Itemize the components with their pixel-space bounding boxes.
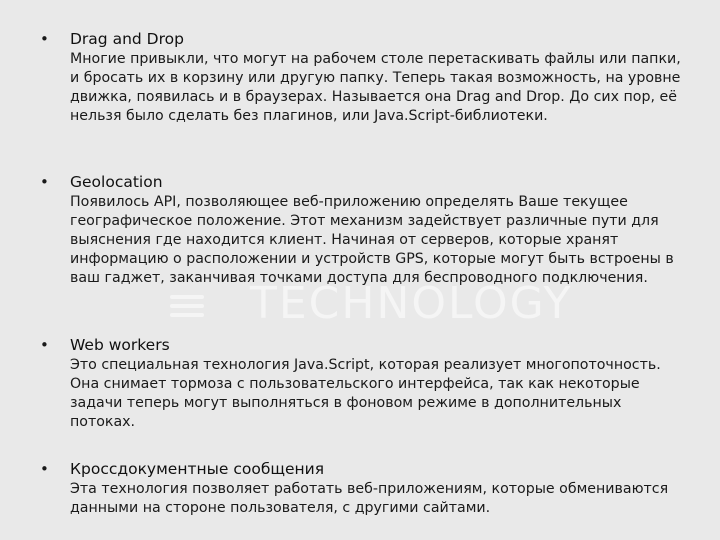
item-title: Web workers [70, 336, 170, 354]
item-title: Geolocation [70, 173, 163, 191]
item-body: Появилось API, позволяющее веб-приложению определять Ваше текущее географическое положение. Этот механизм задействует различные пути для выяснения где находится клиент. Начиная от серверов, которые хранят информацию о расположении и устройств GPS, которые могут быть встроены в ваш гаджет, заканчивая точками доступа для беспроводного подключения. [70, 194, 674, 286]
item-body-text: Многие привыкли, что могут на рабочем столе перетаскивать файлы или папки, и бросать их в корзину или другую папку. Теперь такая возможность, на уровне движка, появилась и в браузерах. Называется она [70, 51, 681, 105]
item-body [70, 50, 685, 126]
item-title: Кроссдокументные сообщения [70, 460, 325, 478]
item-body: Эта технология позволяет работать веб-приложениям, которые обмениваются данными на стороне пользователя, с другими сайтами. [70, 481, 669, 516]
watermark-logo-icon [170, 290, 204, 322]
item-body-text-end: . До сих пор, её нельзя было сделать без плагинов, или Java.Script-библиотеки. [70, 89, 677, 124]
item-body-highlight: Drag and Drop [455, 89, 561, 105]
item-title: Drag and Drop [70, 30, 184, 48]
item-body: Это специальная технология Java.Script, которая реализует многопоточность. Она снимает тормоза с пользовательского интерфейса, так как некоторые задачи теперь могут выполняться в фоновом режиме в дополнительных потоках. [70, 357, 661, 430]
bullet-icon: • [40, 460, 49, 478]
bullet-icon: • [40, 30, 49, 48]
bullet-icon: • [40, 173, 49, 191]
watermark-text: TECHNOLOGY [250, 278, 573, 329]
bullet-icon: • [40, 336, 49, 354]
